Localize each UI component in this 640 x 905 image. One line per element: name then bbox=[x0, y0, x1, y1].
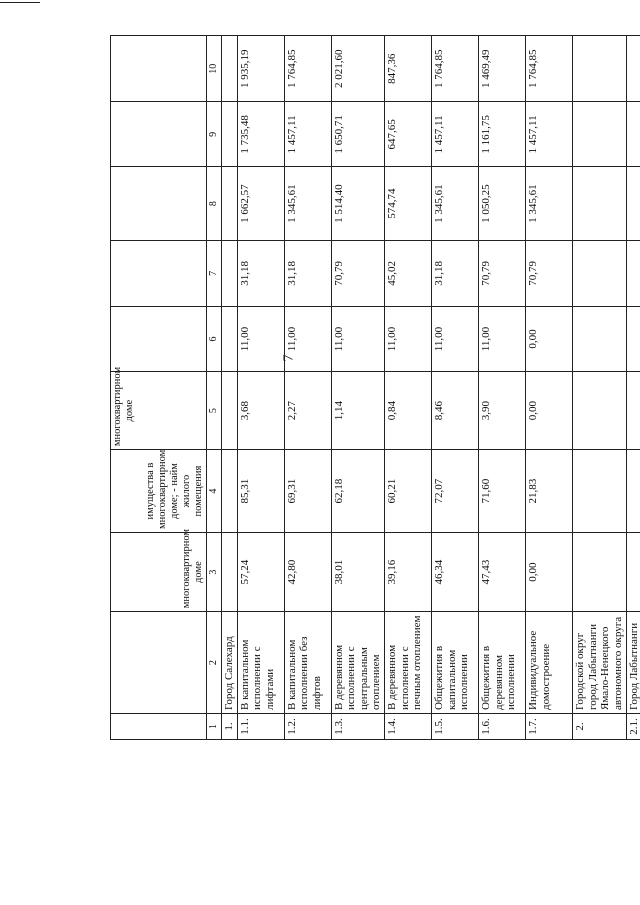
table-row bbox=[385, 36, 432, 740]
value-cell-col9: 647,65 bbox=[385, 102, 432, 167]
value-cell-col5: 8,46 bbox=[432, 372, 479, 450]
value-cell-col4 bbox=[626, 450, 640, 533]
table-row bbox=[221, 36, 237, 740]
row-index: 1.2. bbox=[284, 713, 331, 739]
value-cell-col5: 1,14 bbox=[331, 372, 385, 450]
row-index: 1.1. bbox=[237, 713, 284, 739]
value-cell-col7 bbox=[573, 240, 627, 306]
page-number: 7 bbox=[281, 354, 297, 362]
value-cell-col10: 1 764,85 bbox=[432, 36, 479, 102]
value-cell-col9 bbox=[573, 102, 627, 167]
header-cell-6 bbox=[111, 307, 207, 372]
value-cell-col8 bbox=[573, 167, 627, 240]
column-number-7: 7 bbox=[207, 240, 222, 306]
value-cell-col9: 1 161,75 bbox=[479, 102, 526, 167]
value-cell-col10 bbox=[626, 36, 640, 102]
table-body bbox=[221, 36, 640, 740]
value-cell-col8: 1 345,61 bbox=[284, 167, 331, 240]
row-name: В капитальном исполнении без лифтов bbox=[284, 612, 331, 714]
column-number-9: 9 bbox=[207, 102, 222, 167]
column-number-8: 8 bbox=[207, 167, 222, 240]
table-row bbox=[626, 36, 640, 740]
scan-edge-line bbox=[0, 2, 40, 3]
value-cell-col8: 1 345,61 bbox=[432, 167, 479, 240]
row-index: 2. bbox=[573, 713, 627, 739]
row-name: Город Салехард bbox=[221, 612, 237, 714]
header-cell-7 bbox=[111, 240, 207, 306]
value-cell-col9 bbox=[626, 102, 640, 167]
value-cell-col6: 0,00 bbox=[526, 307, 573, 372]
value-cell-col7 bbox=[221, 240, 237, 306]
table-row bbox=[479, 36, 526, 740]
value-cell-col5: 0,00 bbox=[526, 372, 573, 450]
header-cell-9 bbox=[111, 102, 207, 167]
table-row bbox=[331, 36, 385, 740]
tariff-table-container bbox=[110, 35, 640, 740]
value-cell-col7: 70,79 bbox=[526, 240, 573, 306]
value-cell-col3: 46,34 bbox=[432, 532, 479, 611]
header-cell-2 bbox=[111, 612, 207, 714]
value-cell-col5: 2,27 bbox=[284, 372, 331, 450]
value-cell-col5: 3,68 bbox=[237, 372, 284, 450]
value-cell-col3: 0,00 bbox=[526, 532, 573, 611]
column-number-5: 5 bbox=[207, 372, 222, 450]
value-cell-col5 bbox=[221, 372, 237, 450]
value-cell-col3 bbox=[626, 532, 640, 611]
value-cell-col3: 57,24 bbox=[237, 532, 284, 611]
row-index: 1.5. bbox=[432, 713, 479, 739]
value-cell-col4: 72,07 bbox=[432, 450, 479, 533]
value-cell-col6: 11,00 bbox=[479, 307, 526, 372]
row-name: В капитальном исполнении с лифтами bbox=[237, 612, 284, 714]
value-cell-col10: 1 764,85 bbox=[284, 36, 331, 102]
tariff-table bbox=[110, 35, 640, 740]
value-cell-col8 bbox=[626, 167, 640, 240]
value-cell-col4: 60,21 bbox=[385, 450, 432, 533]
value-cell-col9: 1 457,11 bbox=[432, 102, 479, 167]
value-cell-col8: 1 050,25 bbox=[479, 167, 526, 240]
table-row bbox=[284, 36, 331, 740]
header-cell-5: многоквартирном доме bbox=[111, 372, 207, 450]
value-cell-col8: 1 345,61 bbox=[526, 167, 573, 240]
value-cell-col10 bbox=[221, 36, 237, 102]
value-cell-col8: 574,74 bbox=[385, 167, 432, 240]
row-name: Городской округ город Лабытнанги Ямало-Ненецкого автономного округа bbox=[573, 612, 627, 714]
column-number-1: 1 bbox=[207, 713, 222, 739]
value-cell-col3: 47,43 bbox=[479, 532, 526, 611]
value-cell-col3 bbox=[573, 532, 627, 611]
row-name: Общежития в деревянном исполнении bbox=[479, 612, 526, 714]
value-cell-col6 bbox=[221, 307, 237, 372]
value-cell-col8: 1 662,57 bbox=[237, 167, 284, 240]
row-index: 1.3. bbox=[331, 713, 385, 739]
row-index: 1. bbox=[221, 713, 237, 739]
table-row bbox=[573, 36, 627, 740]
value-cell-col4: 62,18 bbox=[331, 450, 385, 533]
value-cell-col4 bbox=[573, 450, 627, 533]
value-cell-col7: 31,18 bbox=[237, 240, 284, 306]
value-cell-col4 bbox=[221, 450, 237, 533]
value-cell-col10: 1 935,19 bbox=[237, 36, 284, 102]
value-cell-col3: 42,80 bbox=[284, 532, 331, 611]
header-cell-1 bbox=[111, 713, 207, 739]
table-row bbox=[432, 36, 479, 740]
value-cell-col6: 11,00 bbox=[331, 307, 385, 372]
row-index: 1.4. bbox=[385, 713, 432, 739]
value-cell-col6 bbox=[573, 307, 627, 372]
header-cell-8 bbox=[111, 167, 207, 240]
value-cell-col7: 45,02 bbox=[385, 240, 432, 306]
row-index: 1.7. bbox=[526, 713, 573, 739]
value-cell-col9: 1 457,11 bbox=[526, 102, 573, 167]
value-cell-col7: 70,79 bbox=[331, 240, 385, 306]
row-name: В деревянном исполнении с печным отоплением bbox=[385, 612, 432, 714]
value-cell-col5 bbox=[626, 372, 640, 450]
value-cell-col10: 847,36 bbox=[385, 36, 432, 102]
header-row bbox=[111, 36, 207, 740]
value-cell-col9: 1 457,11 bbox=[284, 102, 331, 167]
value-cell-col3: 38,01 bbox=[331, 532, 385, 611]
value-cell-col6: 11,00 bbox=[432, 307, 479, 372]
value-cell-col8 bbox=[221, 167, 237, 240]
row-name: Индивидуальное домостроение bbox=[526, 612, 573, 714]
row-index: 2.1. bbox=[626, 713, 640, 739]
value-cell-col9: 1 650,71 bbox=[331, 102, 385, 167]
value-cell-col3: 39,16 bbox=[385, 532, 432, 611]
value-cell-col4: 71,60 bbox=[479, 450, 526, 533]
value-cell-col5 bbox=[573, 372, 627, 450]
row-name: Город Лабытнанги bbox=[626, 612, 640, 714]
value-cell-col10 bbox=[573, 36, 627, 102]
value-cell-col7: 70,79 bbox=[479, 240, 526, 306]
column-number-2: 2 bbox=[207, 612, 222, 714]
header-cell-3: многоквартирном доме bbox=[111, 532, 207, 611]
table-row bbox=[526, 36, 573, 740]
row-name: Общежития в капитальном исполнении bbox=[432, 612, 479, 714]
value-cell-col4: 85,31 bbox=[237, 450, 284, 533]
header-cell-10 bbox=[111, 36, 207, 102]
value-cell-col6: 11,00 bbox=[237, 307, 284, 372]
value-cell-col6: 11,00 bbox=[284, 307, 331, 372]
row-index: 1.6. bbox=[479, 713, 526, 739]
value-cell-col9: 1 735,48 bbox=[237, 102, 284, 167]
value-cell-col10: 2 021,60 bbox=[331, 36, 385, 102]
header-cell-4: имущества в многоквартирном доме; - найм жилого помещения bbox=[111, 450, 207, 533]
column-number-4: 4 bbox=[207, 450, 222, 533]
value-cell-col5: 3,90 bbox=[479, 372, 526, 450]
value-cell-col10: 1 469,49 bbox=[479, 36, 526, 102]
value-cell-col8: 1 514,40 bbox=[331, 167, 385, 240]
value-cell-col10: 1 764,85 bbox=[526, 36, 573, 102]
value-cell-col9 bbox=[221, 102, 237, 167]
value-cell-col5: 0,84 bbox=[385, 372, 432, 450]
value-cell-col6 bbox=[626, 307, 640, 372]
column-number-3: 3 bbox=[207, 532, 222, 611]
value-cell-col7: 31,18 bbox=[432, 240, 479, 306]
table-row bbox=[237, 36, 284, 740]
column-number-6: 6 bbox=[207, 307, 222, 372]
value-cell-col7: 31,18 bbox=[284, 240, 331, 306]
value-cell-col4: 21,83 bbox=[526, 450, 573, 533]
value-cell-col4: 69,31 bbox=[284, 450, 331, 533]
column-number-10: 10 bbox=[207, 36, 222, 102]
value-cell-col7 bbox=[626, 240, 640, 306]
value-cell-col3 bbox=[221, 532, 237, 611]
value-cell-col6: 11,00 bbox=[385, 307, 432, 372]
row-name: В деревянном исполнении с центральным отоплением bbox=[331, 612, 385, 714]
column-number-row bbox=[207, 36, 222, 740]
